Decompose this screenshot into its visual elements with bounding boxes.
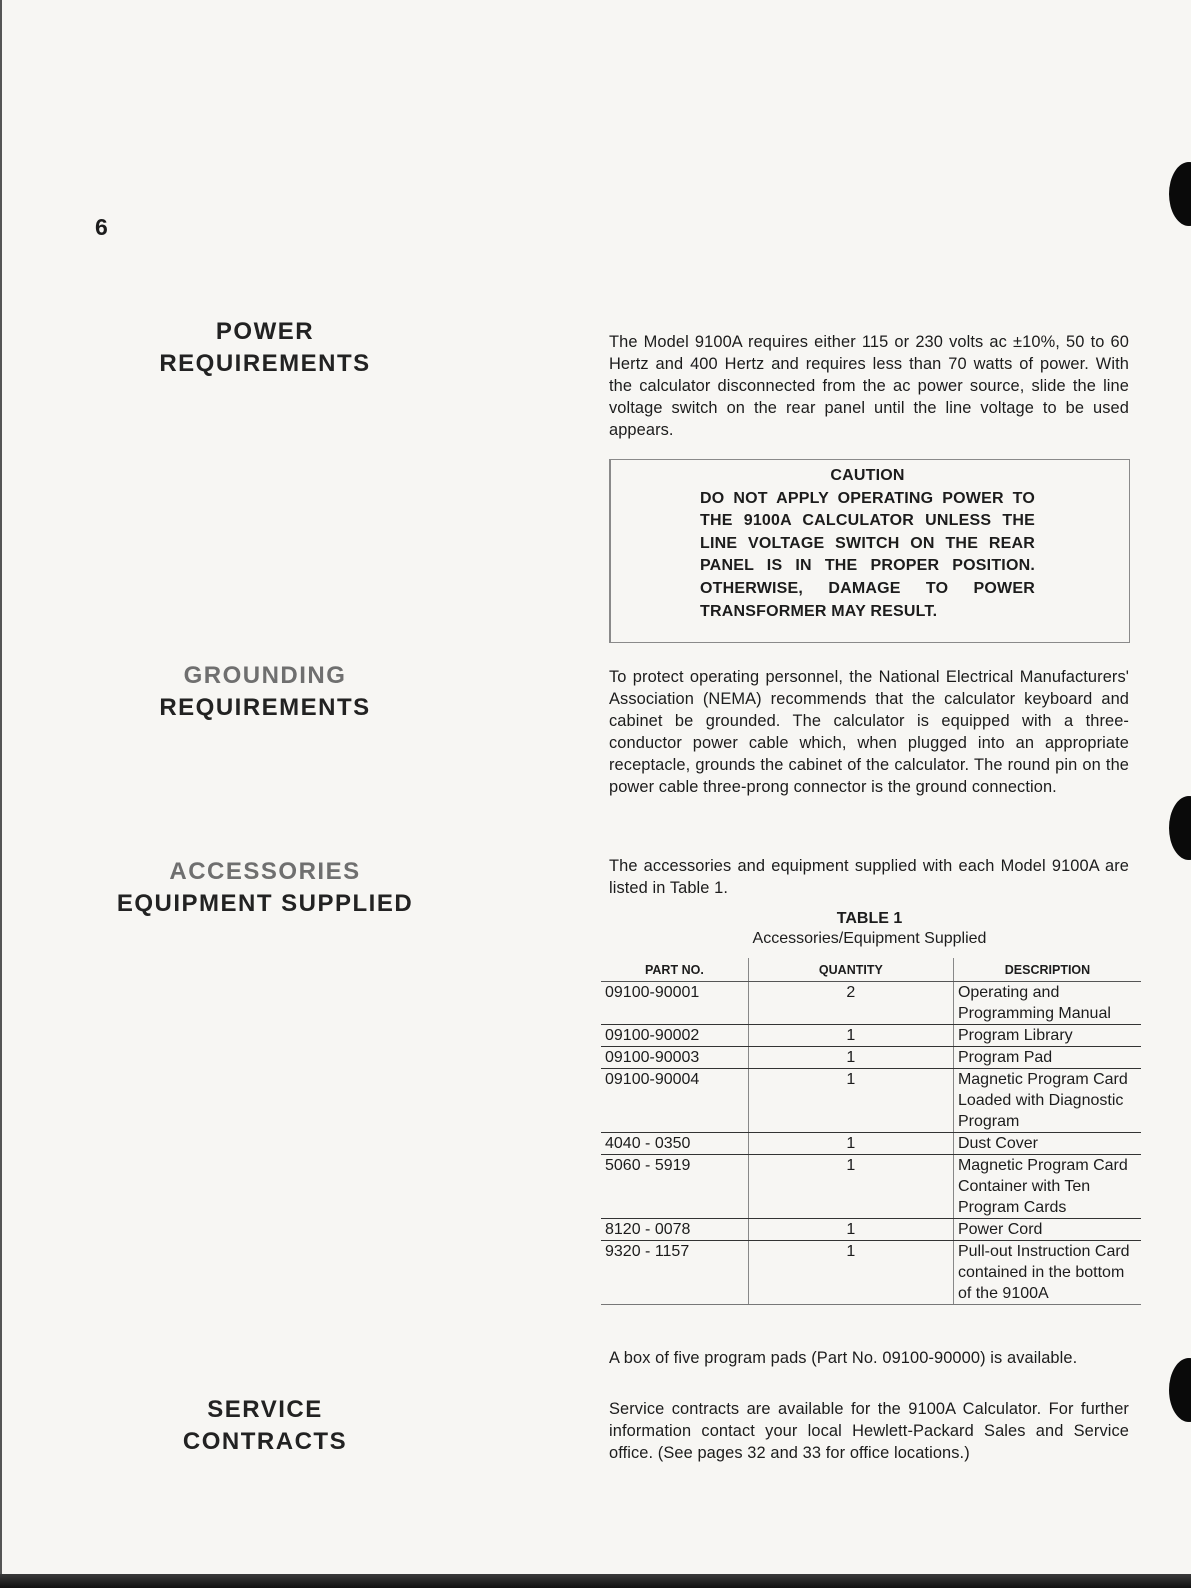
power-requirements-text: The Model 9100A requires either 115 or 230 volts ac ±10%, 50 to 60 Hertz and 400 Hertz and requires less than 70 watts of power. With the calculator disconnected from the ac power source, slide the line voltage switch on the rear panel until the line voltage to be used appears.: [609, 333, 1129, 439]
table-row: [601, 1069, 1141, 1133]
power-requirements-heading: [95, 316, 435, 380]
table-title: TABLE 1: [836, 910, 903, 927]
binder-hole: [1169, 796, 1191, 860]
table-row: [601, 1219, 1141, 1241]
part-number-cell: 09100-90003: [601, 1047, 748, 1069]
part-number-cell: 8120 - 0078: [601, 1219, 748, 1241]
description-cell: Dust Cover: [953, 1133, 1141, 1155]
table-row: [601, 1241, 1141, 1305]
description-cell: Program Library: [953, 1025, 1141, 1047]
table-row: [601, 1047, 1141, 1069]
quantity-cell: 1: [748, 1219, 953, 1241]
program-pads-text: A box of five program pads (Part No. 09100-90000) is available.: [609, 1349, 1078, 1367]
quantity-cell: 1: [748, 1155, 953, 1219]
part-number-cell: 09100-90002: [601, 1025, 748, 1047]
part-number-cell: 09100-90004: [601, 1069, 748, 1133]
description-cell: Program Pad: [953, 1047, 1141, 1069]
part-number-cell: 4040 - 0350: [601, 1133, 748, 1155]
heading-line: POWER: [215, 318, 315, 345]
quantity-cell: 1: [748, 1025, 953, 1047]
table-subtitle: Accessories/Equipment Supplied: [752, 930, 987, 947]
heading-line: SERVICE: [207, 1396, 323, 1423]
quantity-cell: 1: [748, 1069, 953, 1133]
page-edge: [0, 0, 2, 1588]
part-number-cell: 9320 - 1157: [601, 1241, 748, 1305]
heading-line: CONTRACTS: [182, 1428, 348, 1455]
binder-hole: [1169, 1358, 1191, 1422]
heading-line: REQUIREMENTS: [159, 350, 371, 377]
caution-notice: [700, 465, 1035, 623]
part-number-cell: 5060 - 5919: [601, 1155, 748, 1219]
page-number: 6: [95, 214, 108, 240]
accessories-table: [601, 958, 1141, 1305]
description-cell: Magnetic Program Card Loaded with Diagnostic Program: [953, 1069, 1141, 1133]
table-row: [601, 1025, 1141, 1047]
service-contracts-text: Service contracts are available for the 9100A Calculator. For further information contact your local Hewlett-Packard Sales and Service office. (See pages 32 and 33 for office locations.): [609, 1400, 1129, 1462]
description-cell: Magnetic Program Card Container with Ten Program Cards: [953, 1155, 1141, 1219]
table-header-row: [601, 958, 1141, 982]
description-cell: Operating and Programming Manual: [953, 982, 1141, 1025]
heading-line: GROUNDING: [183, 662, 347, 689]
column-header-quantity: QUANTITY: [748, 958, 953, 982]
column-header-description: DESCRIPTION: [953, 958, 1141, 982]
binder-hole: [1169, 162, 1191, 226]
accessories-text: The accessories and equipment supplied with each Model 9100A are listed in Table 1.: [609, 857, 1129, 897]
caution-title: CAUTION: [830, 467, 905, 484]
description-cell: Pull-out Instruction Card contained in the bottom of the 9100A: [953, 1241, 1141, 1305]
page-edge: [0, 1574, 1191, 1588]
heading-line: REQUIREMENTS: [159, 694, 371, 721]
grounding-requirements-heading: [95, 660, 435, 724]
quantity-cell: 1: [748, 1241, 953, 1305]
accessories-heading: [95, 856, 435, 920]
part-number-cell: 09100-90001: [601, 982, 748, 1025]
table-row: [601, 1133, 1141, 1155]
table-row: [601, 982, 1141, 1025]
table-row: [601, 1155, 1141, 1219]
caution-text: DO NOT APPLY OPERATING POWER TO THE 9100A CALCULATOR UNLESS THE LINE VOLTAGE SWITCH ON THE REAR PANEL IS IN THE PROPER POSITION. OTHERWISE, DAMAGE TO POWER TRANSFORMER MAY RESULT.: [700, 489, 1035, 620]
quantity-cell: 2: [748, 982, 953, 1025]
grounding-requirements-text: To protect operating personnel, the National Electrical Manufacturers' Association (NEMA) recommends that the calculator keyboard and cabinet be grounded. The calculator is equipped with a three-conductor power cable which, when plugged into an appropriate receptacle, grounds the cabinet of the calculator. The round pin on the power cable three-prong connector is the ground connection.: [609, 668, 1129, 796]
service-contracts-heading: [95, 1394, 435, 1458]
quantity-cell: 1: [748, 1047, 953, 1069]
description-cell: Power Cord: [953, 1219, 1141, 1241]
column-header-part-no: PART NO.: [601, 958, 748, 982]
heading-line: EQUIPMENT SUPPLIED: [116, 890, 414, 917]
quantity-cell: 1: [748, 1133, 953, 1155]
heading-line: ACCESSORIES: [169, 858, 361, 885]
